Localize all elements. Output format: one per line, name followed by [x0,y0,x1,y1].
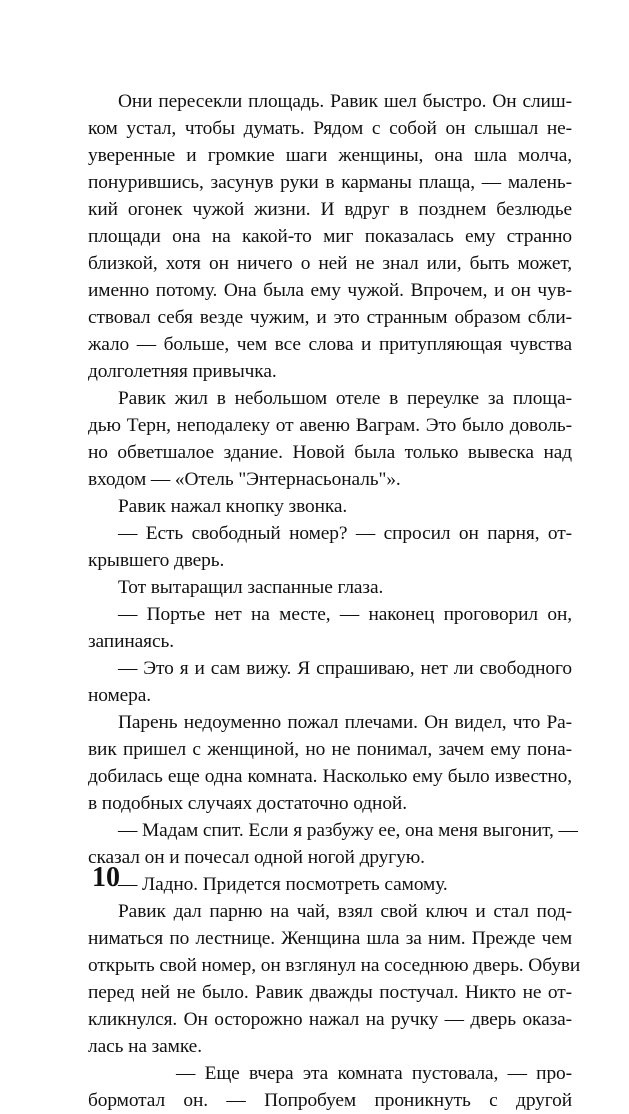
text-line: — Мадам спит. Если я разбужу ее, она меня выгонит, — [118,820,578,841]
text-line: добилась еще одна комната. Насколько ему было известно, [88,766,572,787]
text-line: Равик дал парню на чай, взял свой ключ и стал под- [118,901,572,922]
text-line: сказал он и почесал одной ногой другую. [88,847,425,868]
text-line: входом — «Отель "Энтернасьональ"». [88,469,401,490]
page-number: 10 [92,862,120,893]
text-line: вик пришел с женщиной, но не понимал, зачем ему пона- [88,739,572,760]
text-line: уверенные и громкие шаги женщины, она шла молча, [88,145,572,166]
text-line: кликнулся. Он осторожно нажал на ручку — дверь оказа- [88,1009,572,1030]
text-line: ком устал, чтобы думать. Рядом с собой он слышал не- [88,118,572,139]
text-line: — Это я и сам вижу. Я спрашиваю, нет ли свободного [118,658,572,679]
text-line: Тот вытаращил заспанные глаза. [118,577,384,598]
text-line: крывшего дверь. [88,550,225,571]
text-line: Равик нажал кнопку звонка. [118,496,348,517]
page-body-text [88,88,581,1114]
text-line: площади она на какой-то миг показалась ему странно [88,226,572,247]
text-line: — Есть свободный номер? — спросил он парня, от- [118,523,572,544]
text-line: — Ладно. Придется посмотреть самому. [118,874,448,895]
text-line: — Портье нет на месте, — наконец проговорил он, [118,604,572,625]
text-line: в подобных случаях достаточно одной. [88,793,407,814]
text-line: бормотал он. — Попробуем проникнуть с другой [88,1090,572,1111]
text-line: жало — больше, чем все слова и притупляющая чувства [88,334,572,355]
text-line: запинаясь. [88,631,174,652]
text-line: номера. [88,685,152,706]
text-line: перед ней не было. Равик дважды постучал. Никто не от- [88,982,572,1003]
text-line: именно потому. Она была ему чужой. Впрочем, и он чув- [88,280,572,301]
text-line: Равик жил в небольшом отеле в переулке за площа- [118,388,572,409]
text-line: открыть свой номер, он взглянул на соседнюю дверь. Обуви [88,955,581,976]
text-line: долголетняя привычка. [88,361,277,382]
text-line: — Еще вчера эта комната пустовала, — про- [176,1063,572,1084]
text-line: ниматься по лестнице. Женщина шла за ним. Прежде чем [88,928,572,949]
text-line: кий огонек чужой жизни. И вдруг в позднем безлюдье [88,199,572,220]
text-line: понурившись, засунув руки в карманы плаща, — малень- [88,172,572,193]
text-line: ствовал себя везде чужим, и это странным образом сбли- [88,307,572,328]
text-line: но обветшалое здание. Новой была только вывеска над [88,442,572,463]
text-line: Парень недоуменно пожал плечами. Он видел, что Ра- [118,712,572,733]
text-line: близкой, хотя он ничего о ней не знал или, быть может, [88,253,572,274]
text-line: лась на замке. [88,1036,202,1057]
text-line: дью Терн, неподалеку от авеню Ваграм. Это было доволь- [88,415,572,436]
text-line: Они пересекли площадь. Равик шел быстро. Он слиш- [118,91,572,112]
